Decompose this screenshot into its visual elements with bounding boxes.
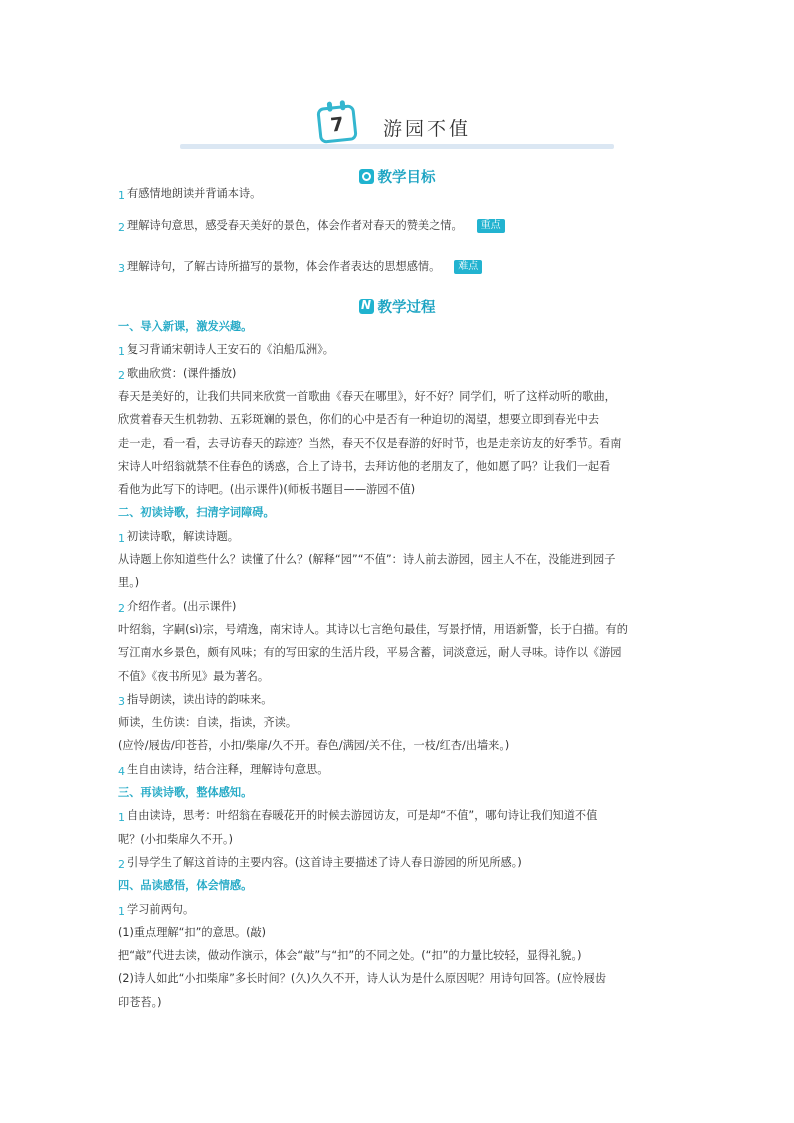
line-text: 宋诗人叶绍翁就禁不住春色的诱惑，合上了诗书，去拜访他的老朋友了，他如愿了吗？让我们一起看	[118, 459, 611, 473]
line-text: 印苍苔。)	[118, 995, 162, 1009]
objectives-heading-label: 教学目标	[377, 170, 436, 186]
objective-item	[118, 260, 482, 274]
process-text-line	[118, 553, 615, 567]
line-text: 生自由读诗，结合注释，理解诗句意思。	[127, 762, 329, 776]
process-text-line	[118, 646, 621, 660]
process-text-line	[118, 483, 415, 497]
section-heading-text: 二、初读诗歌，扫清字词障碍。	[118, 506, 275, 520]
line-text: 欣赏着春天生机勃勃、五彩斑斓的景色，你们的心中是否有一种迫切的渴望，想要立即到春光中去	[118, 413, 600, 427]
process-step	[118, 343, 334, 357]
process-step	[118, 530, 239, 544]
line-text: 介绍作者。(出示课件)	[127, 599, 237, 613]
process-text-line	[118, 460, 610, 474]
key-point-badge: 重点	[477, 219, 505, 233]
process-step	[118, 600, 236, 614]
item-number: 1	[118, 904, 125, 918]
line-text: 自由读诗，思考：叶绍翁在春暖花开的时候去游园访友，可是却“不值”，哪句诗让我们知道不值	[127, 809, 598, 823]
item-number: 2	[118, 857, 125, 871]
item-number: 2	[118, 221, 125, 234]
calendar-ring	[340, 100, 346, 110]
process-section-heading	[118, 879, 252, 893]
calendar-icon	[316, 104, 358, 144]
process-section-heading	[118, 786, 252, 800]
line-text: 从诗题上你知道些什么？读懂了什么？(解释“园”“不值”：诗人前去游园，园主人不在，没能进到园子	[118, 553, 616, 566]
line-text: 走一走，看一看，去寻访春天的踪迹？当然，春天不仅是春游的好时节，也是走亲访友的好季节。看南	[118, 436, 622, 450]
process-step	[118, 903, 194, 917]
difficulty-badge: 难点	[454, 260, 482, 274]
process-heading	[0, 296, 794, 316]
lesson-header	[180, 100, 614, 152]
process-text-line	[118, 996, 162, 1010]
process-step	[118, 809, 597, 823]
process-text-line	[118, 390, 616, 404]
line-text: 歌曲欣赏：(课件播放)	[127, 366, 237, 380]
line-text: 叶绍翁，字嗣(sì)宗，号靖逸，南宋诗人。其诗以七言绝句最佳，写景抒情，用语新警，长于白描。有的	[118, 622, 628, 636]
section-heading-text: 四、品读感悟，体会情感。	[118, 879, 253, 893]
line-text: 初读诗歌，解读诗题。	[127, 529, 239, 543]
line-text: 师读，生仿读：自读，指读，齐读。	[118, 716, 298, 730]
process-text-line	[118, 576, 139, 590]
process-step	[118, 693, 272, 707]
process-text-line	[118, 926, 266, 940]
item-number: 1	[118, 531, 125, 545]
line-text: 看他为此写下的诗吧。(出示课件)(师板书题目——游园不值)	[118, 483, 416, 497]
line-text: 复习背诵宋朝诗人王安石的《泊船瓜洲》。	[127, 343, 334, 357]
process-step	[118, 763, 328, 777]
line-text: 里。)	[118, 576, 140, 590]
objective-text: 有感情地朗读并背诵本诗。	[127, 187, 262, 200]
process-text-line	[118, 972, 606, 986]
item-number: 3	[118, 262, 125, 275]
process-icon	[359, 299, 374, 314]
process-section-heading	[118, 320, 252, 334]
section-heading-text: 一、导入新课，激发兴趣。	[118, 320, 253, 333]
process-text-line	[118, 833, 233, 847]
line-text: 学习前两句。	[127, 902, 195, 916]
item-number: 4	[118, 764, 125, 778]
process-step	[118, 367, 236, 381]
process-step	[118, 856, 522, 870]
process-text-line	[118, 739, 509, 753]
process-text-line	[118, 623, 628, 637]
item-number: 2	[118, 601, 125, 615]
lesson-title: 游园不值	[383, 118, 472, 140]
item-number: 3	[118, 694, 125, 708]
line-text: 呢？(小扣柴扉久不开。)	[118, 832, 234, 846]
process-text-line	[118, 716, 297, 730]
line-text: 春天是美好的，让我们共同来欣赏一首歌曲《春天在哪里》，好不好？同学们，听了这样动听的歌曲，	[118, 389, 616, 403]
target-icon	[359, 169, 374, 184]
lesson-number: 7	[329, 113, 345, 137]
title-underline	[180, 144, 614, 149]
line-text: 写江南水乡景色，颇有风味；有的写田家的生活片段，平易含蓄，词淡意远，耐人寻味。诗作以《游园	[118, 646, 622, 660]
objective-item	[118, 219, 505, 233]
process-text-line	[118, 413, 599, 427]
line-text: 引导学生了解这首诗的主要内容。(这首诗主要描述了诗人春日游园的所见所感。)	[127, 855, 522, 869]
objective-text: 理解诗句，了解古诗所描写的景物，体会作者表达的思想感情。	[127, 260, 441, 273]
process-heading-label: 教学过程	[377, 300, 436, 316]
process-text-line	[118, 949, 581, 963]
line-text: (应怜/屐齿/印苍苔，小扣/柴扉/久不开。春色/满园/关不住，一枝/红杏/出墙来。)	[118, 739, 510, 753]
objectives-heading	[0, 166, 794, 186]
calendar-ring	[327, 101, 333, 111]
line-text: 把“敲”代进去读，做动作演示，体会“敲”与“扣”的不同之处。(“扣”的力量比较轻，显得礼貌。)	[118, 949, 582, 963]
item-number: 1	[118, 189, 125, 202]
line-text: (2)诗人如此“小扣柴扉”多长时间？(久)久久不开，诗人认为是什么原因呢？用诗句回答。(应怜屐齿	[118, 972, 607, 986]
process-section-heading	[118, 506, 275, 520]
line-text: 不值》《夜书所见》最为著名。	[118, 669, 270, 683]
section-heading-text: 三、再读诗歌，整体感知。	[118, 786, 253, 799]
line-text: (1)重点理解“扣”的意思。(敲)	[118, 925, 267, 939]
process-text-line	[118, 670, 269, 684]
line-text: 指导朗读，读出诗的韵味来。	[127, 692, 273, 706]
objective-text: 理解诗句意思，感受春天美好的景色，体会作者对春天的赞美之情。	[127, 219, 463, 232]
item-number: 2	[118, 368, 125, 382]
process-text-line	[118, 437, 621, 451]
item-number: 1	[118, 345, 125, 359]
item-number: 1	[118, 811, 125, 825]
objective-item	[118, 187, 261, 201]
